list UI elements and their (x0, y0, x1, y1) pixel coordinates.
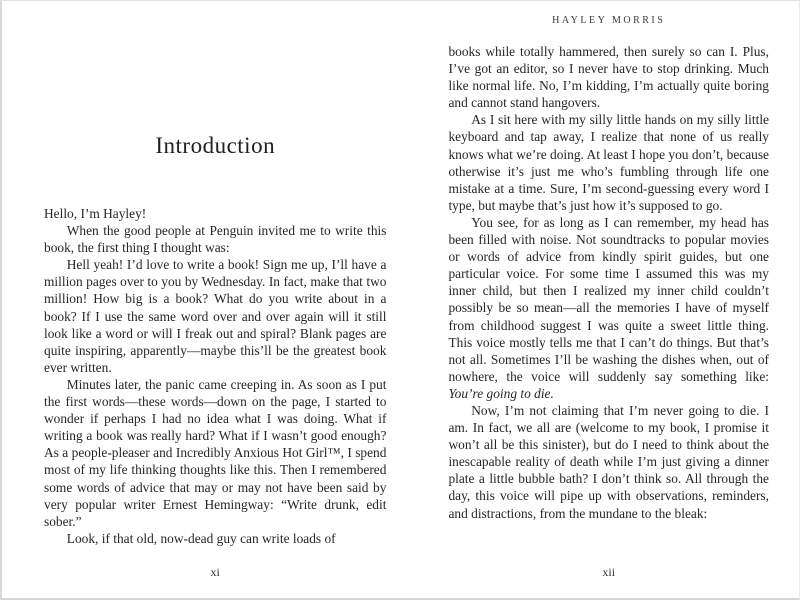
chapter-title: Introduction (155, 133, 276, 158)
paragraph: Hell yeah! I’d love to write a book! Sign me up, I’ll have a million pages over to you by Wednesday. In fact, make that two million! How big is a book? What do you write about in a book? If I use the same word over and over again will it still look like a word or will I freak out and spiral? Blank pages are quite inspiring, apparently—maybe this’ll be the greatest book ever written. (44, 257, 387, 375)
paragraph: Look, if that old, now-dead guy can write loads of (66, 530, 336, 546)
paragraph: As I sit here with my silly little hands on my silly little keyboard and tap away, I realize that none of us really knows what we’re doing. At least I hope you don’t, because otherwise it’s just me who’s fumbling through life one mistake at a time. Sure, I’m second-guessing every word I type, but maybe that’s just how it’s supposed to go. (448, 112, 769, 213)
page-right (400, 1, 799, 598)
paragraph: Now, I’m not claiming that I’m never going to die. I am. In fact, we all are (welcome to my book, I promise it won’t all be this sinister), but do I need to think about the inescapable reality of death while I’m just giving a dinner plate a little bubble bath? I don’t think so. All through the day, this voice will pipe up with observations, reminders, and distractions, from the mundane to the bleak: (448, 402, 769, 521)
right-page-body (448, 43, 769, 522)
paragraph: Minutes later, the panic came creeping in. As soon as I put the first words—these words—down on the page, I started to wonder if perhaps I had no idea what I was doing. What if writing a book was really hard? What if I wasn’t good enough? As a people-pleaser and Incredibly Anxious Hot Girl™, I spend most of my life thinking thoughts like this. Then I remembered some words of advice that may or may not have been said by very popular writer Ernest Hemingway: “Write drunk, edit sober.” (44, 376, 387, 529)
paragraph: Hello, I’m Hayley! (44, 206, 147, 221)
paragraph: When the good people at Penguin invited me to write this book, the first thing I thought was: (44, 223, 387, 256)
running-header: HAYLEY MORRIS (552, 15, 666, 26)
paragraph-text: You see, for as long as I can remember, my head has been filled with noise. Not soundtracks to popular movies or words of advice from kindly spirit guides, but one particular voice. For some time I assumed this was my inner child, but then I realized my inner child couldn’t possibly be so mean—all the memories I have of myself from childhood suggest I was quite a sweet little thing. This voice mostly tells me that I can’t do things. But that’s not all. Sometimes I’ll be washing the dishes when, out of nowhere, the voice will suddenly say something like: (448, 214, 769, 384)
page-number-left: xi (210, 565, 220, 579)
italic-intrusive-thought: You’re going to die. (448, 385, 554, 401)
paragraph: books while totally hammered, then surely so can I. Plus, I’ve got an editor, so I never have to stop drinking. Much like normal life. No, I’m kidding, I’m actually quite boring and cannot stand hangovers. (448, 44, 769, 111)
paragraph (448, 214, 769, 402)
page-number-right: xii (602, 565, 616, 579)
page-left (2, 1, 400, 598)
left-page-body (44, 205, 386, 547)
